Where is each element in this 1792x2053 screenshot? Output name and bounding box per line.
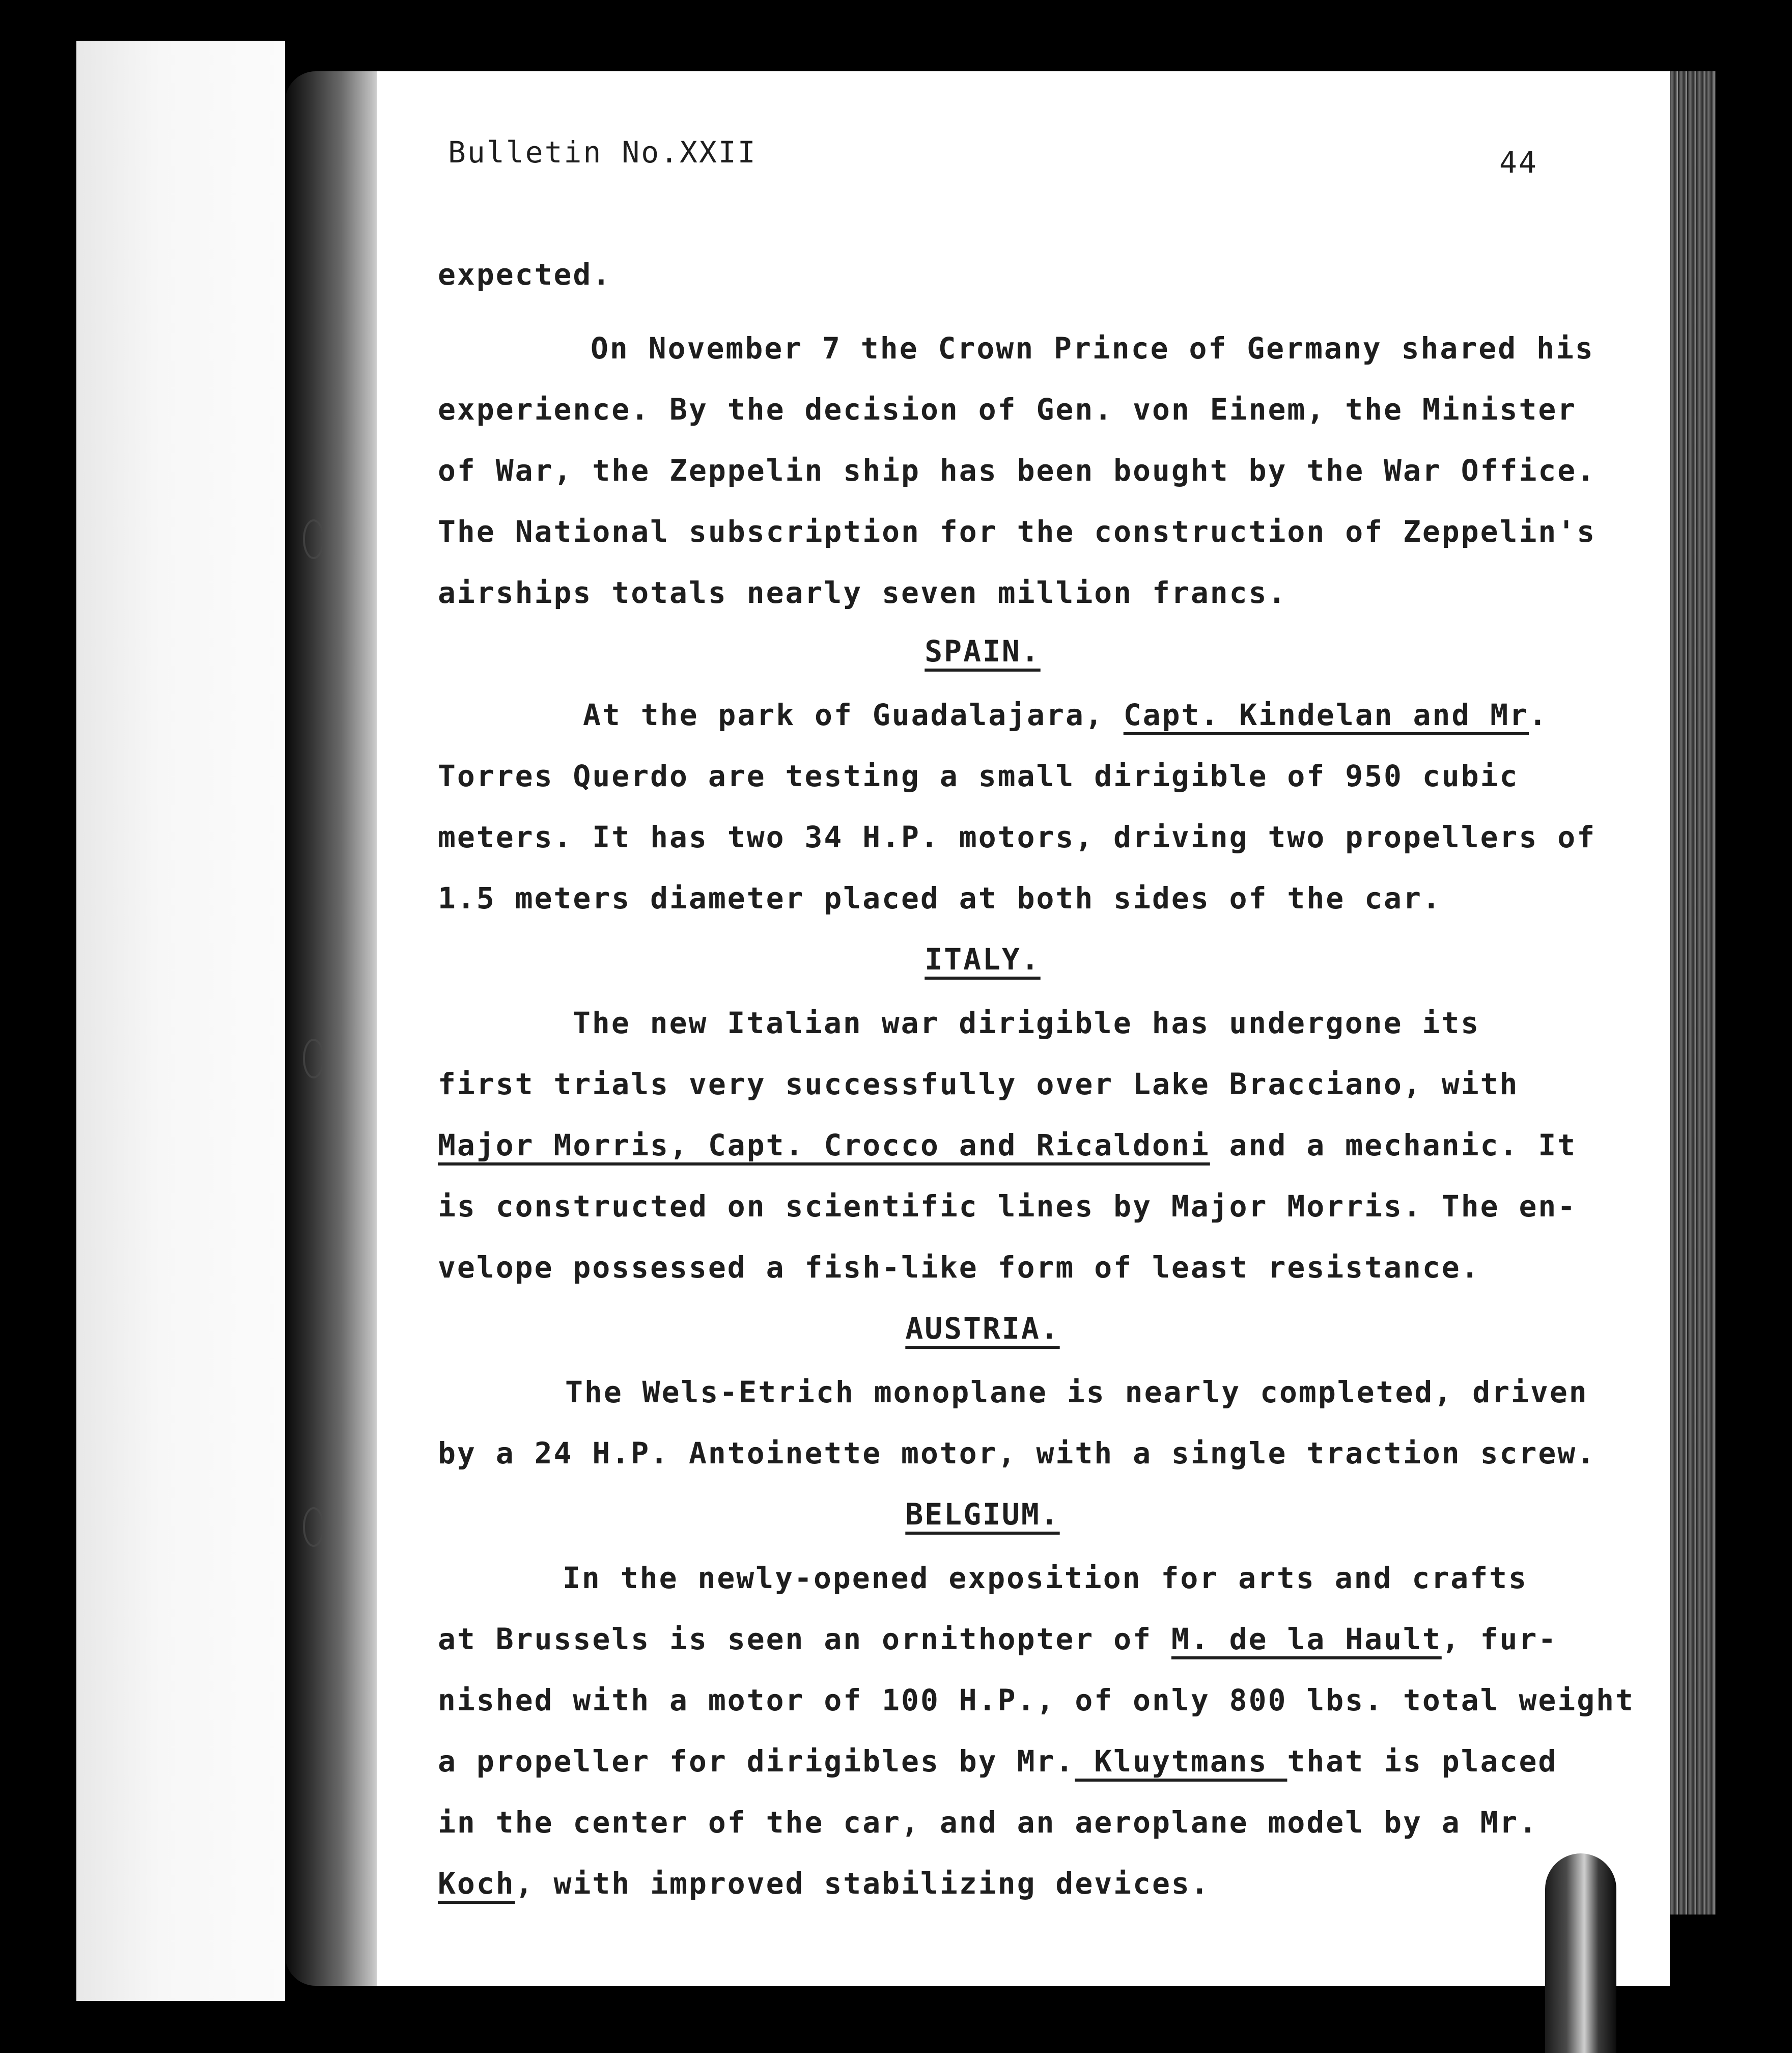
text-line: velope possessed a fish-like form of least resistance. (438, 1250, 1480, 1285)
text-line: nished with a motor of 100 H.P., of only 800 lbs. total weight (438, 1683, 1635, 1717)
text-line: first trials very successfully over Lake Bracciano, with (438, 1067, 1519, 1101)
text-run: and a mechanic. It (1210, 1128, 1577, 1162)
text-run: , with improved stabilizing devices. (515, 1866, 1210, 1901)
text-line: The National subscription for the construction of Zeppelin's (438, 514, 1597, 549)
binding-hole (303, 1039, 324, 1078)
section-heading-spain: SPAIN. (925, 634, 1041, 669)
text-line: airships totals nearly seven million francs. (438, 575, 1287, 610)
book-gutter (285, 71, 387, 1986)
text-line: in the center of the car, and an aeroplane model by a Mr. (438, 1805, 1538, 1840)
underlined-name: M. de la Hault (1171, 1622, 1442, 1656)
text-line (438, 1130, 1577, 1160)
page-number: 44 (1499, 145, 1538, 180)
text-line: The new Italian war dirigible has undergone its (573, 1006, 1480, 1040)
text-run: at Brussels is seen an ornithopter of (438, 1622, 1171, 1656)
text-line: expected. (438, 257, 612, 292)
binding-hole (303, 519, 324, 559)
text-run: , fur- (1441, 1622, 1558, 1656)
text-run: a propeller for dirigibles by Mr. (438, 1744, 1075, 1779)
facing-page (76, 41, 285, 2001)
text-line (438, 1624, 1557, 1654)
text-line: The Wels-Etrich monoplane is nearly completed, driven (565, 1375, 1588, 1409)
text-line: meters. It has two 34 H.P. motors, driving two propellers of (438, 820, 1597, 854)
underlined-name: Capt. Kindelan and Mr (1123, 698, 1529, 732)
section-heading-belgium: BELGIUM. (905, 1497, 1060, 1532)
text-run: that is placed (1287, 1744, 1558, 1779)
text-line: is constructed on scientific lines by Major Morris. The en- (438, 1189, 1577, 1224)
text-line: 1.5 meters diameter placed at both sides of the car. (438, 881, 1442, 915)
text-line (438, 1866, 1210, 1901)
underlined-name: Koch (438, 1866, 515, 1901)
underlined-name: Major Morris, Capt. Crocco and Ricaldoni (438, 1128, 1210, 1162)
underlined-name: Kluytmans (1075, 1744, 1287, 1779)
section-heading-italy: ITALY. (925, 942, 1041, 977)
section-heading-austria: AUSTRIA. (905, 1311, 1060, 1346)
text-line (583, 700, 1548, 730)
text-line (438, 1744, 1558, 1779)
text-line: of War, the Zeppelin ship has been bought by the War Office. (438, 453, 1597, 488)
bulletin-header: Bulletin No.XXII (448, 135, 757, 170)
text-run: At the park of Guadalajara, (583, 698, 1124, 732)
pen-tip (1545, 1853, 1616, 2053)
text-line: experience. By the decision of Gen. von Einem, the Minister (438, 392, 1577, 427)
text-run: . (1529, 698, 1548, 732)
binding-hole (303, 1507, 324, 1547)
text-line: Torres Querdo are testing a small dirigible of 950 cubic (438, 759, 1519, 793)
text-line: On November 7 the Crown Prince of Germany shared his (591, 331, 1594, 366)
text-line: In the newly-opened exposition for arts and crafts (563, 1561, 1528, 1595)
text-line: by a 24 H.P. Antoinette motor, with a single traction screw. (438, 1436, 1597, 1471)
